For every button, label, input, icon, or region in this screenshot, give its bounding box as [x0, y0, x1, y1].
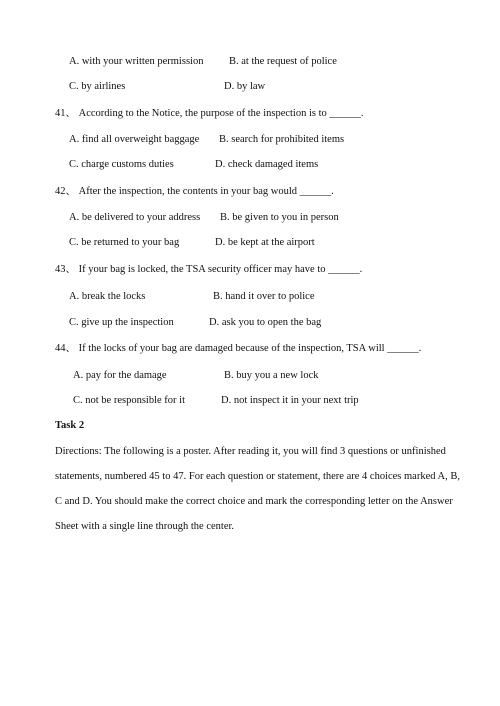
task2-directions-line-3: C and D. You should make the correct choice and mark the corresponding letter on the Answer [55, 496, 453, 507]
q41-option-a: A. find all overweight baggage [69, 134, 200, 145]
q42-option-c: C. be returned to your bag [69, 237, 180, 248]
q41-option-c: C. charge customs duties [69, 159, 174, 170]
q41-stem: 41、 According to the Notice, the purpose of the inspection is to ______. [55, 108, 364, 119]
q40-option-c: C. by airlines [69, 81, 126, 92]
q41-option-b: B. search for prohibited items [219, 134, 345, 145]
task2-directions-line-1: Directions: The following is a poster. After reading it, you will find 3 questions or unfinished [55, 446, 446, 457]
q44-option-d: D. not inspect it in your next trip [221, 395, 359, 406]
q42-option-b: B. be given to you in person [220, 212, 339, 223]
q44-option-a: A. pay for the damage [73, 370, 167, 381]
q43-option-c: C. give up the inspection [69, 317, 174, 328]
task2-title: Task 2 [55, 420, 85, 431]
q43-stem: 43、 If your bag is locked, the TSA security officer may have to ______. [55, 264, 363, 275]
q40-option-b: B. at the request of police [229, 56, 337, 67]
q42-option-a: A. be delivered to your address [69, 212, 201, 223]
q40-option-a: A. with your written permission [69, 56, 204, 67]
q44-option-c: C. not be responsible for it [73, 395, 185, 406]
q41-option-d: D. check damaged items [215, 159, 319, 170]
q40-option-d: D. by law [224, 81, 266, 92]
q42-option-d: D. be kept at the airport [215, 237, 315, 248]
task2-directions-line-4: Sheet with a single line through the center. [55, 521, 235, 532]
q43-option-d: D. ask you to open the bag [209, 317, 322, 328]
q44-stem: 44、 If the locks of your bag are damaged because of the inspection, TSA will ______. [55, 343, 422, 354]
q43-option-b: B. hand it over to police [213, 291, 315, 302]
q42-stem: 42、 After the inspection, the contents in your bag would ______. [55, 186, 334, 197]
q44-option-b: B. buy you a new lock [224, 370, 319, 381]
q43-option-a: A. break the locks [69, 291, 146, 302]
task2-directions-line-2: statements, numbered 45 to 47. For each question or statement, there are 4 choices marked A, B, [55, 471, 461, 482]
